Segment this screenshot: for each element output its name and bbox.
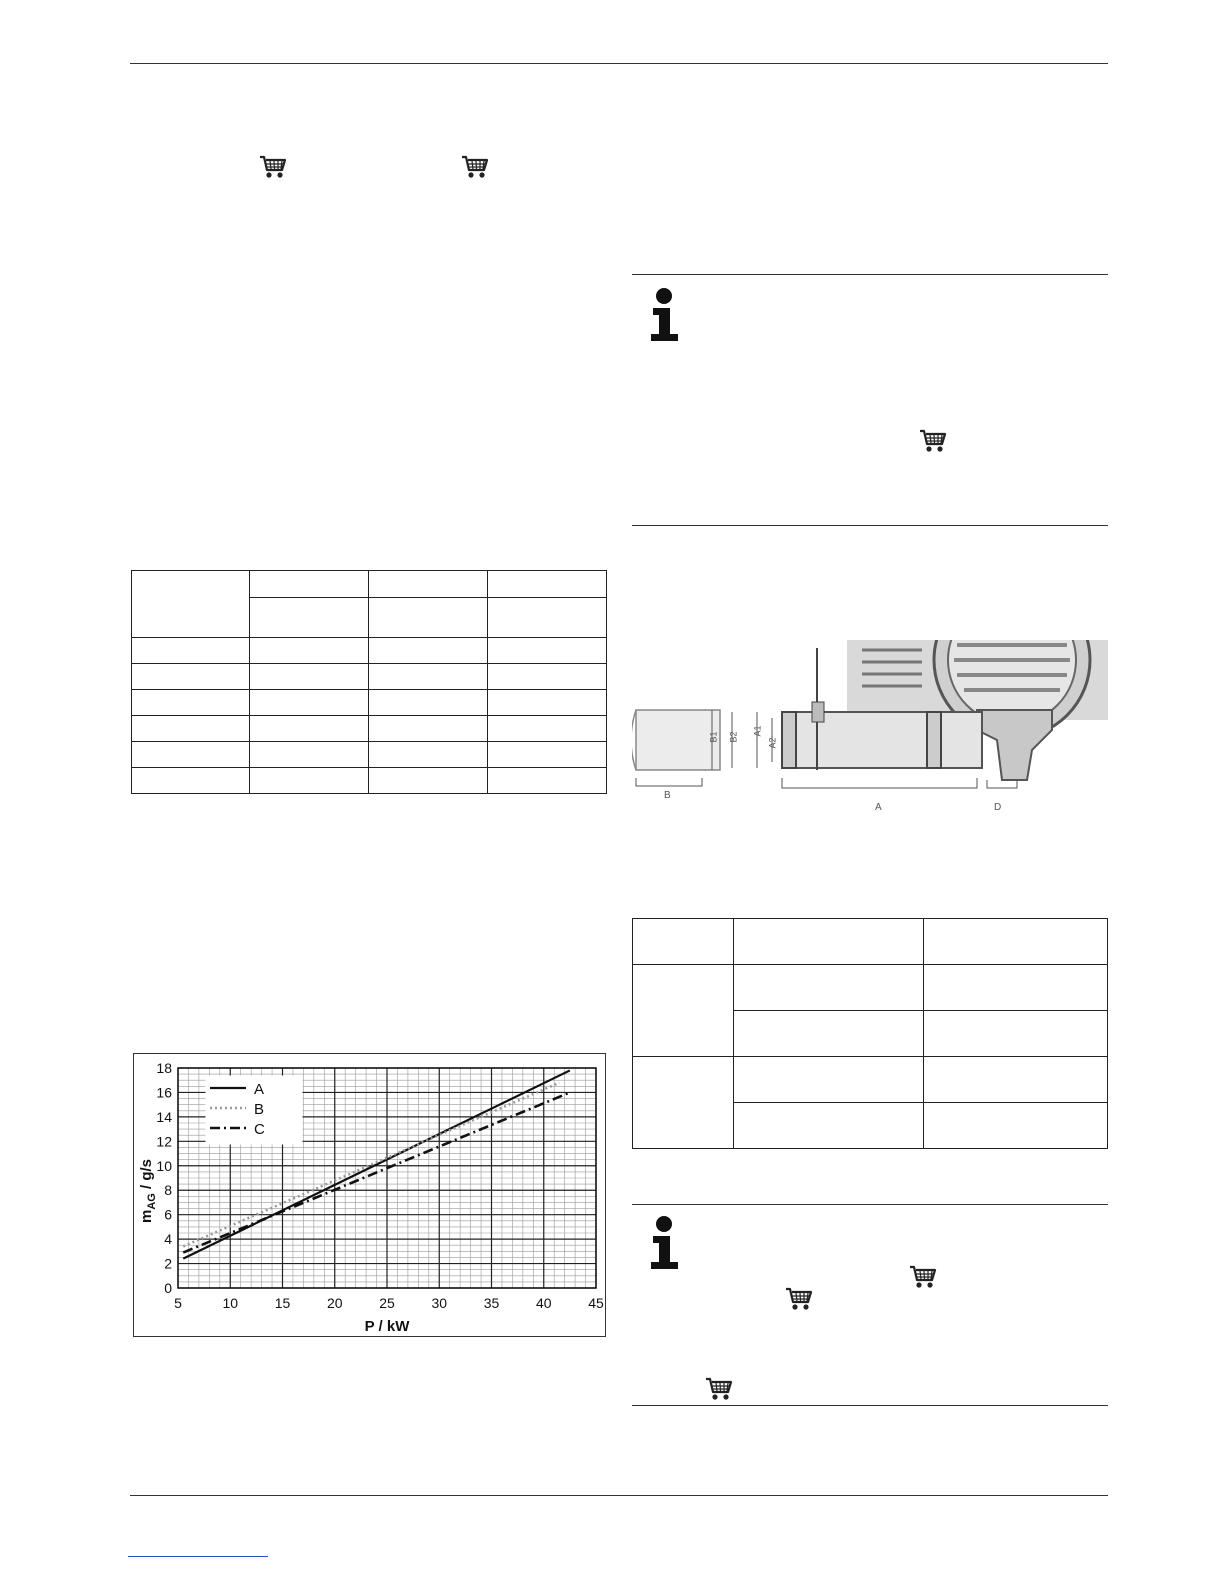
shopping-cart-icon <box>460 154 490 180</box>
footer-link-underline[interactable] <box>128 1556 268 1557</box>
data-table-left <box>131 570 607 794</box>
y-tick-label: 10 <box>156 1157 172 1174</box>
table-row <box>633 965 1108 1011</box>
table-header-cell <box>132 571 250 638</box>
diagram-label-b1: B1 <box>708 731 719 743</box>
y-tick-label: 12 <box>156 1133 172 1150</box>
y-tick-label: 2 <box>164 1255 172 1272</box>
table-row <box>132 638 607 664</box>
diagram-label-b2: B2 <box>728 731 739 743</box>
legend-label-a: A <box>254 1081 265 1098</box>
chart-canvas <box>134 1054 605 1336</box>
table-header-cell <box>369 598 488 638</box>
shopping-cart-icon <box>784 1286 814 1312</box>
info-icon <box>648 286 682 342</box>
table-header-cell <box>633 919 734 965</box>
shopping-cart-icon <box>918 428 948 454</box>
y-axis-label: $m_{AG} / g/s$ <box>138 1158 158 1223</box>
table-header-cell <box>733 919 923 965</box>
x-tick-label: 5 <box>174 1295 182 1311</box>
mass-flow-chart <box>133 1053 606 1337</box>
y-tick-label: 0 <box>164 1280 172 1296</box>
table-row <box>132 742 607 768</box>
data-table-right <box>632 918 1108 1149</box>
x-tick-label: 30 <box>431 1295 448 1311</box>
shopping-cart-icon <box>704 1376 734 1402</box>
x-tick-label: 15 <box>274 1295 291 1311</box>
x-tick-label: 35 <box>483 1295 500 1311</box>
table-row <box>132 664 607 690</box>
diagram-label-a: A <box>875 802 882 813</box>
diagram-label-d: D <box>994 802 1002 813</box>
x-tick-label: 20 <box>326 1295 343 1311</box>
info-box-2-top-rule <box>632 1204 1108 1205</box>
info-icon <box>648 1214 682 1270</box>
x-tick-label: 10 <box>222 1295 239 1311</box>
x-tick-label: 40 <box>535 1295 552 1311</box>
x-tick-label: 45 <box>588 1295 604 1311</box>
legend-label-b: B <box>254 1101 265 1118</box>
installation-diagram-drawing <box>632 640 1108 820</box>
x-axis-label: P / kW <box>364 1318 410 1335</box>
shopping-cart-icon <box>908 1264 938 1290</box>
info-box-bottom-rule <box>632 525 1108 526</box>
y-tick-label: 8 <box>164 1182 172 1199</box>
y-tick-label: 16 <box>156 1084 172 1101</box>
table-header-cell <box>923 919 1107 965</box>
diagram-label-b: B <box>664 790 671 801</box>
info-box-top-rule <box>632 274 1108 275</box>
installation-diagram <box>632 640 1108 820</box>
table-row <box>132 690 607 716</box>
y-tick-label: 6 <box>164 1206 172 1223</box>
table-header-cell <box>488 571 607 598</box>
table-header-cell <box>250 571 369 598</box>
header-rule <box>130 63 1108 64</box>
info-box-2-bottom-rule <box>632 1405 1108 1406</box>
diagram-label-a1: A1 <box>752 725 763 737</box>
table-header-cell <box>250 598 369 638</box>
shopping-cart-icon <box>258 154 288 180</box>
table-row <box>132 716 607 742</box>
y-tick-label: 4 <box>164 1231 172 1248</box>
table-row <box>633 1057 1108 1103</box>
y-tick-label: 18 <box>156 1060 172 1076</box>
table-header-cell <box>488 598 607 638</box>
x-tick-label: 25 <box>379 1295 395 1311</box>
table-header-cell <box>369 571 488 598</box>
y-tick-label: 14 <box>156 1108 172 1125</box>
diagram-label-a2: A2 <box>767 737 778 749</box>
legend-label-c: C <box>254 1121 265 1138</box>
footer-rule <box>130 1495 1108 1496</box>
table-row <box>132 768 607 794</box>
